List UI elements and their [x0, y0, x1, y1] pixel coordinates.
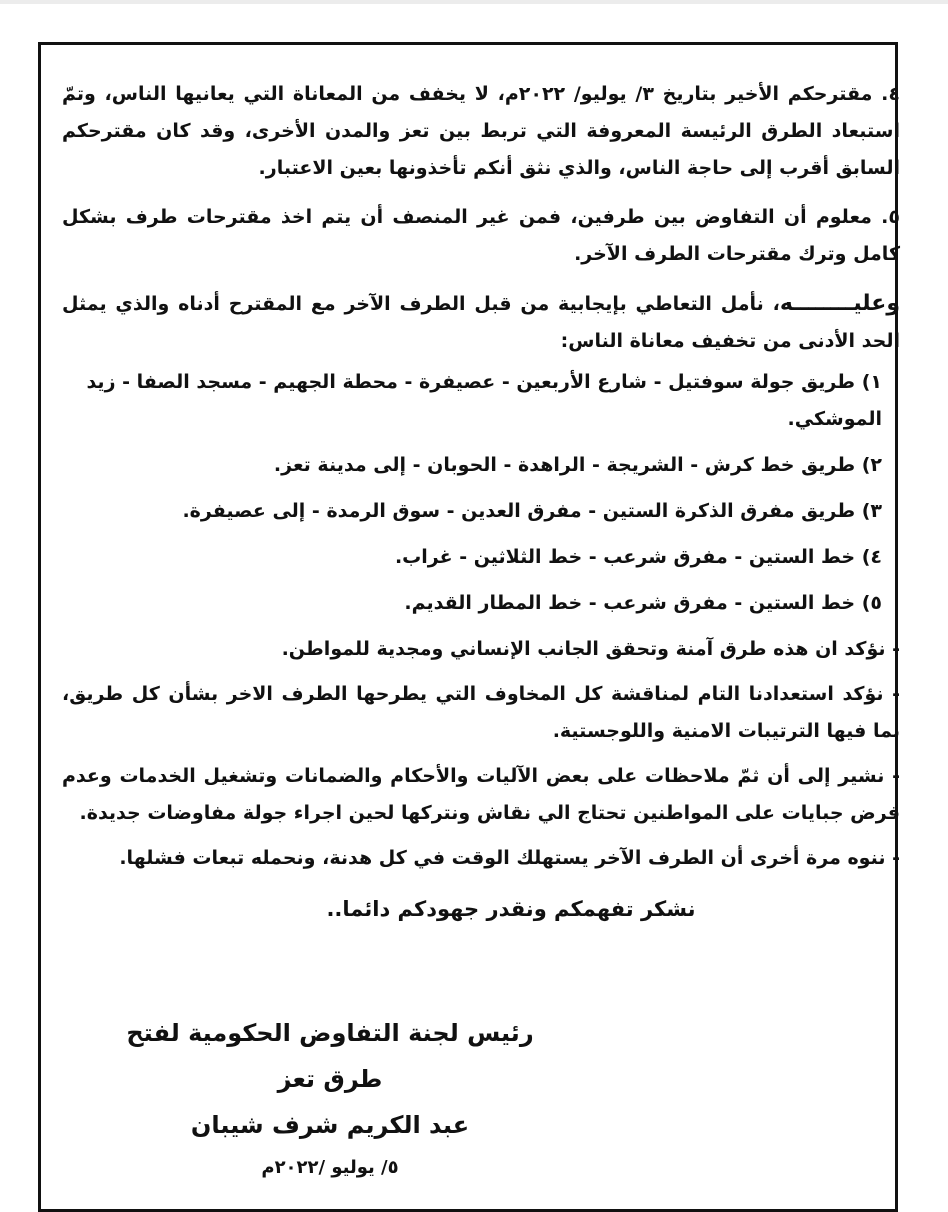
thanks-line: نشكر تفهمكم ونقدر جهودكم دائما..	[326, 897, 696, 921]
paragraph-point-5: ٥. معلوم أن التفاوض بين طرفين، فمن غير المنصف أن يتم اخذ مقترحات طرف بشكل كامل وترك مقترحات الطرف الآخر.	[62, 206, 900, 265]
route-item: ٢) طريق خط كرش - الشريجة - الراهدة - الحوبان - إلى مدينة تعز.	[273, 454, 882, 476]
note-item: - نؤكد ان هذه طرق آمنة وتحقق الجانب الإنساني ومجدية للمواطن.	[281, 638, 900, 660]
note-item: - ننوه مرة أخرى أن الطرف الآخر يستهلك الوقت في كل هدنة، ونحمله تبعات فشلها.	[119, 847, 900, 869]
signatory-title: رئيس لجنة التفاوض الحكومية لفتح طرق تعز	[126, 1019, 534, 1093]
signature-block	[100, 1010, 560, 1188]
route-item: ١) طريق جولة سوفتيل - شارع الأربعين - عصيفرة - محطة الجهيم - مسجد الصفا - زيد الموشكي.	[86, 371, 882, 430]
paragraph-request	[62, 285, 900, 360]
route-item: ٥) خط الستين - مفرق شرعب - خط المطار القديم.	[404, 592, 882, 614]
note-item: - نشير إلى أن ثمّ ملاحظات على بعض الآليات والأحكام والضمانات وتشغيل الخدمات وعدم فرض جبايات على المواطنين تحتاج الي نقاش ونتركها لحين اجراء جولة مفاوضات جديدة.	[62, 765, 900, 824]
request-text: ، نأمل التعاطي بإيجابية من قبل الطرف الآخر مع المقترح أدناه والذي يمثل الحد الأدنى من تخفيف معاناة الناس:	[62, 293, 900, 352]
note-item: - نؤكد استعدادنا التام لمناقشة كل المخاوف التي يطرحها الطرف الاخر بشأن كل طريق، بما فيها الترتيبات الامنية واللوجستية.	[62, 683, 900, 742]
route-item: ٤) خط الستين - مفرق شرعب - خط الثلاثين - غراب.	[394, 546, 882, 568]
top-strip	[0, 0, 948, 4]
request-lead-word: وعليــــــــه	[779, 291, 900, 316]
routes-list	[62, 364, 900, 622]
route-item: ٣) طريق مفرق الذكرة الستين - مفرق العدين - سوق الرمدة - إلى عصيفرة.	[182, 500, 882, 522]
paragraph-point-4: ٤. مقترحكم الأخير بتاريخ ٣/ يوليو/ ٢٠٢٢م، لا يخفف من المعاناة التي يعانيها الناس، وتمّ استبعاد الطرق الرئيسة المعروفة التي تربط بين تعز والمدن الأخرى، وقد كان مقترحكم السابق أقرب إلى حاجة الناس، والذي نثق أنكم تأخذونها بعين الاعتبار.	[62, 83, 900, 179]
document-body	[62, 76, 900, 949]
signature-date: ٥/ يوليو /٢٠٢٢م	[261, 1157, 399, 1178]
signatory-name: عبد الكريم شرف شيبان	[190, 1111, 470, 1139]
